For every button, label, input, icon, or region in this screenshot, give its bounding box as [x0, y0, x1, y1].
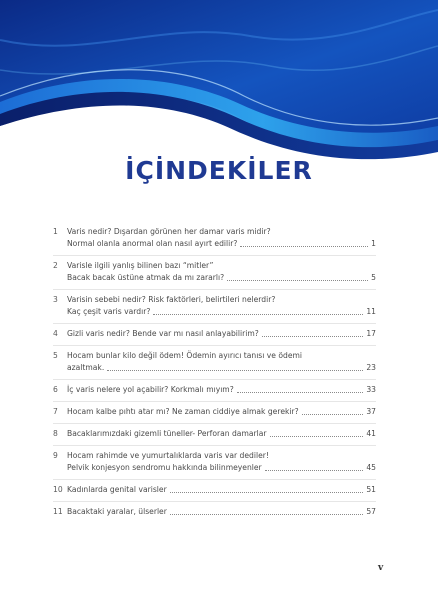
- toc-entry-line: [53, 350, 376, 362]
- toc-entry-number: 10: [53, 485, 63, 494]
- toc-page-number: 23: [366, 363, 376, 372]
- toc-leader-dots: [170, 492, 364, 493]
- toc-page-number: 1: [371, 239, 376, 248]
- toc-entry-number: 2: [53, 261, 58, 270]
- toc-entry-text: Pelvik konjesyon sendromu hakkında bilinmeyenler: [67, 463, 262, 472]
- toc-entry-text: Varisle ilgili yanlış bilinen bazı “mitler”: [67, 261, 214, 270]
- toc-entry-line: [53, 238, 376, 250]
- toc-entry-number: 3: [53, 295, 58, 304]
- page-title: İÇİNDEKİLER: [125, 156, 313, 185]
- toc-leader-dots: [153, 314, 363, 315]
- toc-entry-text: Bacak bacak üstüne atmak da mı zararlı?: [67, 273, 225, 282]
- toc-entry-line: [53, 450, 376, 462]
- toc-entry-text: Bacaklarımızdaki gizemli tüneller- Perforan damarlar: [67, 429, 267, 438]
- toc-entry-text: azaltmak.: [67, 363, 105, 372]
- toc-entry-text: Hocam rahimde ve yumurtalıklarda varis var dediler!: [67, 451, 269, 460]
- toc-entry[interactable]: [53, 402, 376, 424]
- toc-entry-line: [53, 294, 376, 306]
- toc-entry[interactable]: [53, 380, 376, 402]
- toc-page-number: 57: [366, 507, 376, 516]
- toc-entry[interactable]: [53, 346, 376, 380]
- toc-page-number: 51: [366, 485, 376, 494]
- toc-entry-text: Hocam bunlar kilo değil ödem! Ödemin ayırıcı tanısı ve ödemi: [67, 351, 303, 360]
- toc-entry-number: 8: [53, 429, 58, 438]
- toc-page-number: 37: [366, 407, 376, 416]
- toc-entry-line: [53, 328, 376, 340]
- toc-leader-dots: [237, 392, 364, 393]
- toc-entry-text: Bacaktaki yaralar, ülserler: [67, 507, 167, 516]
- toc-entry[interactable]: [53, 256, 376, 290]
- table-of-contents: [53, 222, 376, 523]
- toc-entry-text: Varisin sebebi nedir? Risk faktörleri, belirtileri nelerdir?: [67, 295, 276, 304]
- toc-entry-line: [53, 384, 376, 396]
- toc-entry-line: [53, 226, 376, 238]
- toc-entry-line: [53, 272, 376, 284]
- toc-leader-dots: [302, 414, 364, 415]
- toc-leader-dots: [265, 470, 364, 471]
- toc-page-number: 5: [371, 273, 376, 282]
- toc-leader-dots: [170, 514, 363, 515]
- toc-entry-text: Normal olanla anormal olan nasıl ayırt edilir?: [67, 239, 238, 248]
- toc-page-number: 11: [366, 307, 376, 316]
- toc-entry-number: 1: [53, 227, 58, 236]
- toc-entry-number: 6: [53, 385, 58, 394]
- toc-entry-text: Gizli varis nedir? Bende var mı nasıl anlayabilirim?: [67, 329, 259, 338]
- toc-entry[interactable]: [53, 222, 376, 256]
- toc-page-number: 33: [366, 385, 376, 394]
- toc-leader-dots: [107, 370, 363, 371]
- toc-leader-dots: [240, 246, 368, 247]
- toc-entry-line: [53, 362, 376, 374]
- toc-entry-number: 9: [53, 451, 58, 460]
- header-wave-graphic: [0, 0, 438, 170]
- toc-entry-line: [53, 406, 376, 418]
- toc-entry[interactable]: [53, 290, 376, 324]
- toc-entry-line: [53, 306, 376, 318]
- toc-entry-number: 5: [53, 351, 58, 360]
- toc-entry-text: Varis nedir? Dışardan görünen her damar varis midir?: [67, 227, 271, 236]
- toc-entry[interactable]: [53, 480, 376, 502]
- toc-entry-number: 7: [53, 407, 58, 416]
- toc-entry-line: [53, 506, 376, 518]
- toc-leader-dots: [270, 436, 364, 437]
- toc-entry-line: [53, 462, 376, 474]
- toc-entry-text: Kaç çeşit varis vardır?: [67, 307, 151, 316]
- toc-entry[interactable]: [53, 324, 376, 346]
- toc-entry-text: İç varis nelere yol açabilir? Korkmalı mıyım?: [67, 385, 234, 394]
- toc-page-number: 17: [366, 329, 376, 338]
- toc-page-number: 45: [366, 463, 376, 472]
- toc-leader-dots: [262, 336, 364, 337]
- toc-entry-text: Hocam kalbe pıhtı atar mı? Ne zaman ciddiye almak gerekir?: [67, 407, 299, 416]
- toc-entry-text: Kadınlarda genital varisler: [67, 485, 167, 494]
- toc-leader-dots: [227, 280, 368, 281]
- toc-entry[interactable]: [53, 424, 376, 446]
- toc-entry-line: [53, 260, 376, 272]
- toc-entry-number: 4: [53, 329, 58, 338]
- toc-entry-line: [53, 484, 376, 496]
- toc-entry[interactable]: [53, 446, 376, 480]
- toc-page-number: 41: [366, 429, 376, 438]
- toc-entry[interactable]: [53, 502, 376, 523]
- toc-entry-number: 11: [53, 507, 63, 516]
- toc-entry-line: [53, 428, 376, 440]
- page-number: v: [378, 563, 384, 573]
